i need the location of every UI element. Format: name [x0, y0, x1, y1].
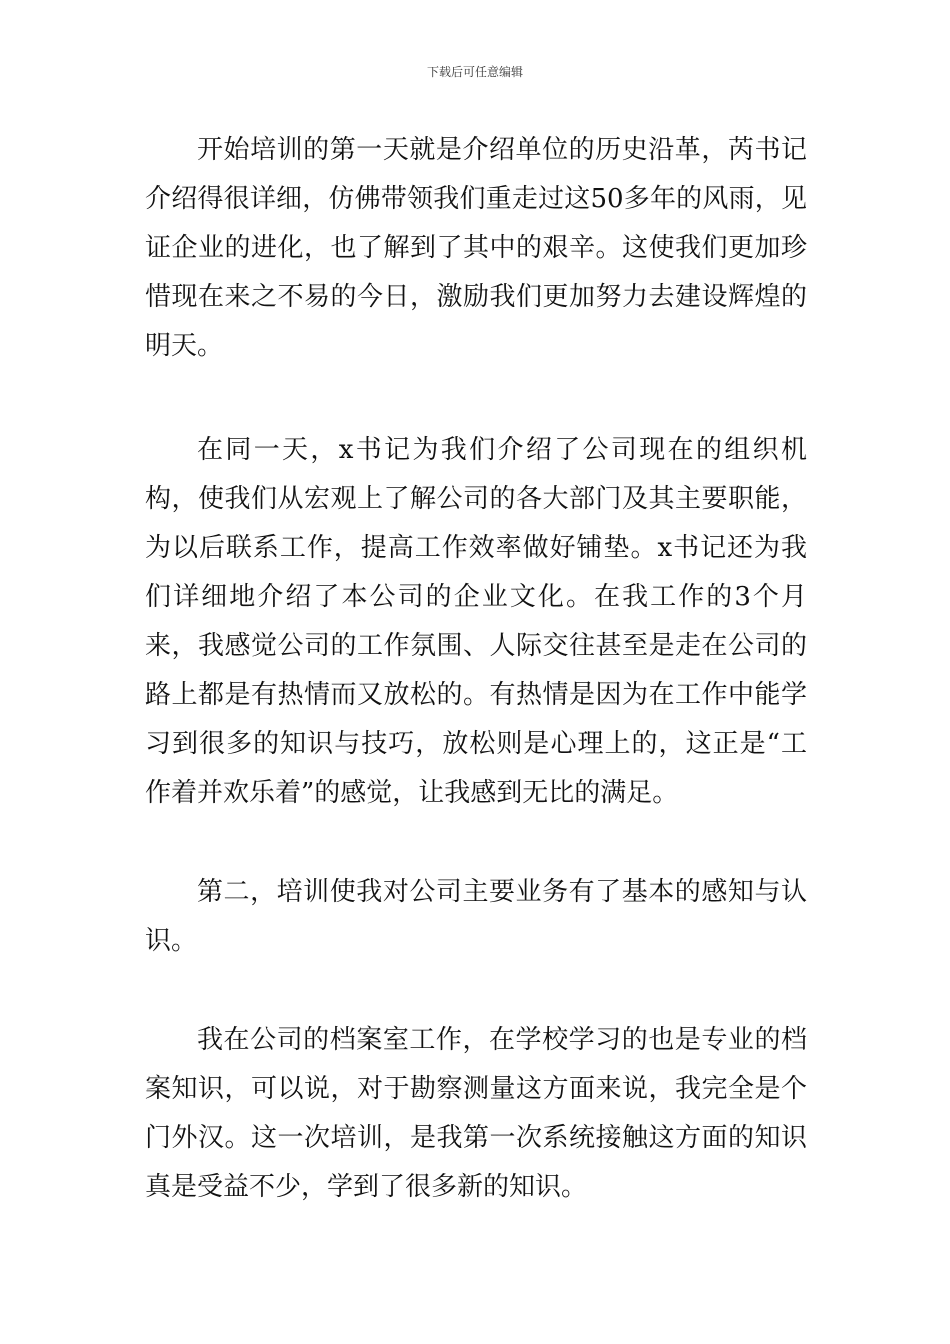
page-header: 下载后可任意编辑 — [426, 65, 523, 79]
paragraph-business-knowledge: 第二，培训使我对公司主要业务有了基本的感知与认识。 — [145, 877, 807, 956]
document-body — [145, 126, 807, 1212]
paragraph-organization-culture: 在同一天，x书记为我们介绍了公司现在的组织机构，使我们从宏观上了解公司的各大部门及其主要职能，为以后联系工作，提高工作效率做好铺垫。x书记还为我们详细地介绍了本公司的企业文化。在我工作的3个月来，我感觉公司的工作氛围、人际交往甚至是走在公司的路上都是有热情而又放松的。有热情是因为在工作中能学习到很多的知识与技巧，放松则是心理上的，这正是“工作着并欢乐着”的感觉，让我感到无比的满足。 — [145, 435, 807, 808]
paragraph-archive-work: 我在公司的档案室工作，在学校学习的也是专业的档案知识，可以说，对于勘察测量这方面来说，我完全是个门外汉。这一次培训，是我第一次系统接触这方面的知识真是受益不少，学到了很多新的知识。 — [145, 1025, 807, 1202]
paragraph-history-intro: 开始培训的第一天就是介绍单位的历史沿革，芮书记介绍得很详细，仿佛带领我们重走过这50多年的风雨，见证企业的进化，也了解到了其中的艰辛。这使我们更加珍惜现在来之不易的今日，激励我们更加努力去建设辉煌的明天。 — [145, 135, 807, 361]
